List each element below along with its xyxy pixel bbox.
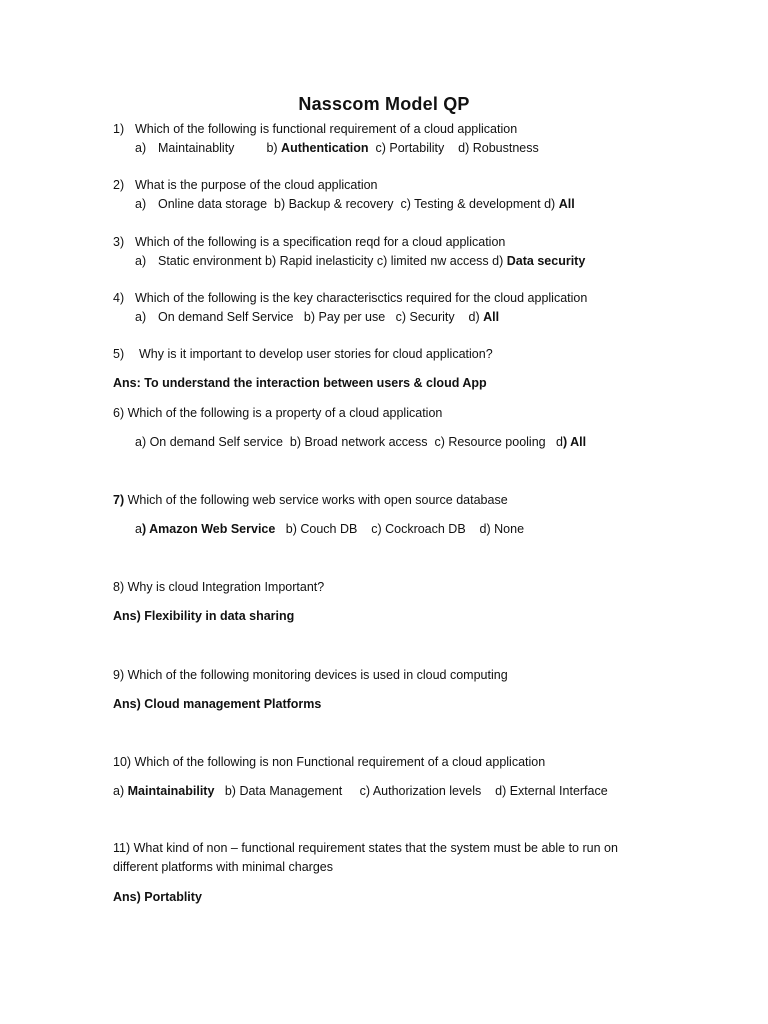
options-text: Online data storage b) Backup & recovery c) Testing & development d) xyxy=(158,197,556,211)
answer-highlight: ) Amazon Web Service xyxy=(141,522,276,536)
question-text: 9) Which of the following monitoring devices is used in cloud computing xyxy=(113,668,508,682)
options-rest: b) Data Management c) Authorization levels d) External Interface xyxy=(224,784,608,798)
option-label: a) xyxy=(135,254,147,268)
question-text: 8) Why is cloud Integration Important? xyxy=(113,580,325,594)
question-1 xyxy=(113,121,517,137)
answer-highlight: ) All xyxy=(562,435,587,449)
question-number: 7) xyxy=(113,493,125,507)
question-3 xyxy=(113,234,505,250)
answer-highlight: All xyxy=(483,310,500,324)
answer-highlight: Data security xyxy=(506,254,586,268)
option-label: a) xyxy=(135,141,147,155)
answer-text: Ans) Flexibility in data sharing xyxy=(113,609,295,623)
question-number: 3) xyxy=(113,235,125,249)
question-6-options xyxy=(135,434,586,450)
question-7-options xyxy=(135,521,524,537)
options-text: On demand Self Service b) Pay per use c) Security d) xyxy=(158,310,480,324)
question-text: 10) Which of the following is non Functional requirement of a cloud application xyxy=(113,755,546,769)
options-rest: c) Portability d) Robustness xyxy=(375,141,539,155)
question-11 xyxy=(113,840,618,856)
question-2-options xyxy=(135,196,575,212)
question-text-line-1: 11) What kind of non – functional requirement states that the system must be able to run on xyxy=(113,841,618,855)
option-label: a) xyxy=(135,197,147,211)
question-number: 1) xyxy=(113,122,125,136)
question-1-options xyxy=(135,140,539,156)
question-10 xyxy=(113,754,545,770)
question-6 xyxy=(113,405,442,421)
question-10-options xyxy=(113,783,608,799)
question-2 xyxy=(113,177,378,193)
question-8-answer xyxy=(113,608,294,624)
question-text: What is the purpose of the cloud application xyxy=(135,178,378,192)
option-a-prefix: a) xyxy=(113,784,125,798)
question-5 xyxy=(113,346,493,362)
page-title: Nasscom Model QP xyxy=(298,94,470,114)
answer-highlight: All xyxy=(558,197,575,211)
question-3-options xyxy=(135,253,585,269)
options-rest: b) Couch DB c) Cockroach DB d) None xyxy=(285,522,525,536)
question-11-answer xyxy=(113,889,202,905)
question-number: 5) xyxy=(113,347,125,361)
options-text: Static environment b) Rapid inelasticity c) limited nw access d) xyxy=(158,254,504,268)
option-a: Maintainablity xyxy=(158,141,235,155)
answer-text: Ans: To understand the interaction between users & cloud App xyxy=(113,376,487,390)
question-8 xyxy=(113,579,324,595)
question-11-continued xyxy=(113,859,333,875)
question-text-line-2: different platforms with minimal charges xyxy=(113,860,333,874)
answer-text: Ans) Portablity xyxy=(113,890,202,904)
question-9-answer xyxy=(113,696,321,712)
question-7 xyxy=(113,492,508,508)
option-b-prefix: b) xyxy=(266,141,278,155)
question-text: Which of the following is functional requirement of a cloud application xyxy=(135,122,518,136)
question-text: Which of the following is a specification reqd for a cloud application xyxy=(135,235,506,249)
option-a-prefix: a xyxy=(135,522,142,536)
options-text: a) On demand Self service b) Broad network access c) Resource pooling d xyxy=(135,435,563,449)
question-text: 6) Which of the following is a property of a cloud application xyxy=(113,406,443,420)
question-9 xyxy=(113,667,508,683)
question-text: Which of the following is the key characterisctics required for the cloud application xyxy=(135,291,588,305)
question-4 xyxy=(113,290,587,306)
question-4-options xyxy=(135,309,499,325)
question-text: Why is it important to develop user stories for cloud application? xyxy=(139,347,493,361)
answer-highlight: Authentication xyxy=(281,141,369,155)
question-text: Which of the following web service works with open source database xyxy=(127,493,508,507)
answer-text: Ans) Cloud management Platforms xyxy=(113,697,322,711)
answer-highlight: Maintainability xyxy=(127,784,215,798)
question-number: 2) xyxy=(113,178,125,192)
option-label: a) xyxy=(135,310,147,324)
question-number: 4) xyxy=(113,291,125,305)
question-5-answer xyxy=(113,375,487,391)
